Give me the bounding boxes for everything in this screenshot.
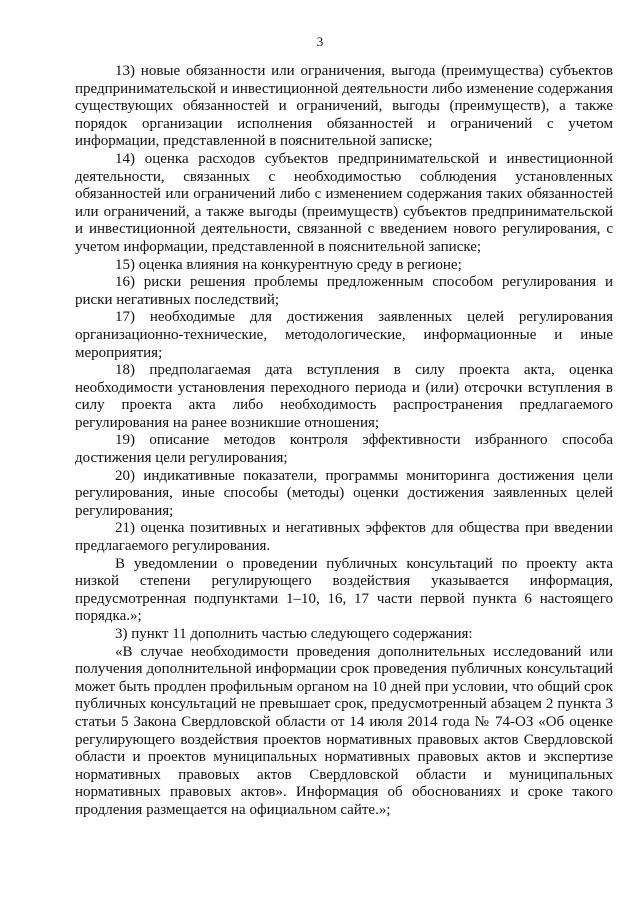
paragraph-item-21: 21) оценка позитивных и негативных эффектов для общества при введении предлагаемого регулирования. (75, 520, 613, 555)
paragraph-item-17: 17) необходимые для достижения заявленных целей регулирования организационно-технические, методологические, информационные и иные мероприятия; (75, 309, 613, 361)
document-body (75, 63, 613, 820)
paragraph-item-15: 15) оценка влияния на конкурентную среду в регионе; (115, 256, 462, 273)
paragraph-item-20: 20) индикативные показатели, программы мониторинга достижения цели регулирования, иные способы (методы) оценки достижения заявленных целей регулирования; (75, 467, 613, 519)
paragraph-item-13: 13) новые обязанности или ограничения, выгода (преимущества) субъектов предпринимательской и инвестиционной деятельности либо изменение содержания существующих обязанностей и ограничений, выгоды (преимуществ), а также порядок организации исполнения обязанностей и ограничений с учетом информации, представленной в пояснительной записке; (75, 63, 613, 150)
page-number: 3 (316, 34, 324, 49)
paragraph-notice: В уведомлении о проведении публичных консультаций по проекту акта низкой степени регулирующего воздействия указывается информация, предусмотренная подпунктами 1–10, 16, 17 части первой пункта 6 настоящего порядка.»; (75, 555, 613, 625)
paragraph-amendment-3: 3) пункт 11 дополнить частью следующего содержания: (115, 626, 473, 642)
paragraph-quoted-text: «В случае необходимости проведения дополнительных исследований или получения дополнительной информации срок проведения публичных консультаций может быть продлен профильным органом на 10 дней при условии, что общий срок публичных консультаций не превышает срок, предусмотренный абзацем 2 пункта 3 статьи 5 Закона Свердловской области от 14 июля 2014 года № 74-ОЗ «Об оценке регулирующего воздействия проектов нормативных правовых актов Свердловской области и проектов муниципальных нормативных правовых актов и экспертизе нормативных правовых актов Свердловской области и муниципальных нормативных правовых актов». Информация об обоснованиях и сроке такого продления размещается на официальном сайте.»; (75, 643, 613, 818)
paragraph-item-16: 16) риски решения проблемы предложенным способом регулирования и риски негативных последствий; (75, 274, 613, 308)
paragraph-item-19: 19) описание методов контроля эффективности избранного способа достижения цели регулирования; (75, 432, 613, 467)
paragraph-item-18: 18) предполагаемая дата вступления в силу проекта акта, оценка необходимости установления переходного периода и (или) отсрочки вступления в силу проекта акта либо необходимость распространения предлагаемого регулирования на ранее возникшие отношения; (75, 362, 613, 431)
paragraph-item-14: 14) оценка расходов субъектов предпринимательской и инвестиционной деятельности, связанных с необходимостью соблюдения установленных обязанностей или ограничений либо с изменением содержания таких обязанностей или ограничений, а также выгоды (преимуществ) субъектов предпринимательской и инвестиционной деятельности, связанной с введением нового регулирования, с учетом информации, представленной в пояснительной записке; (75, 150, 613, 255)
